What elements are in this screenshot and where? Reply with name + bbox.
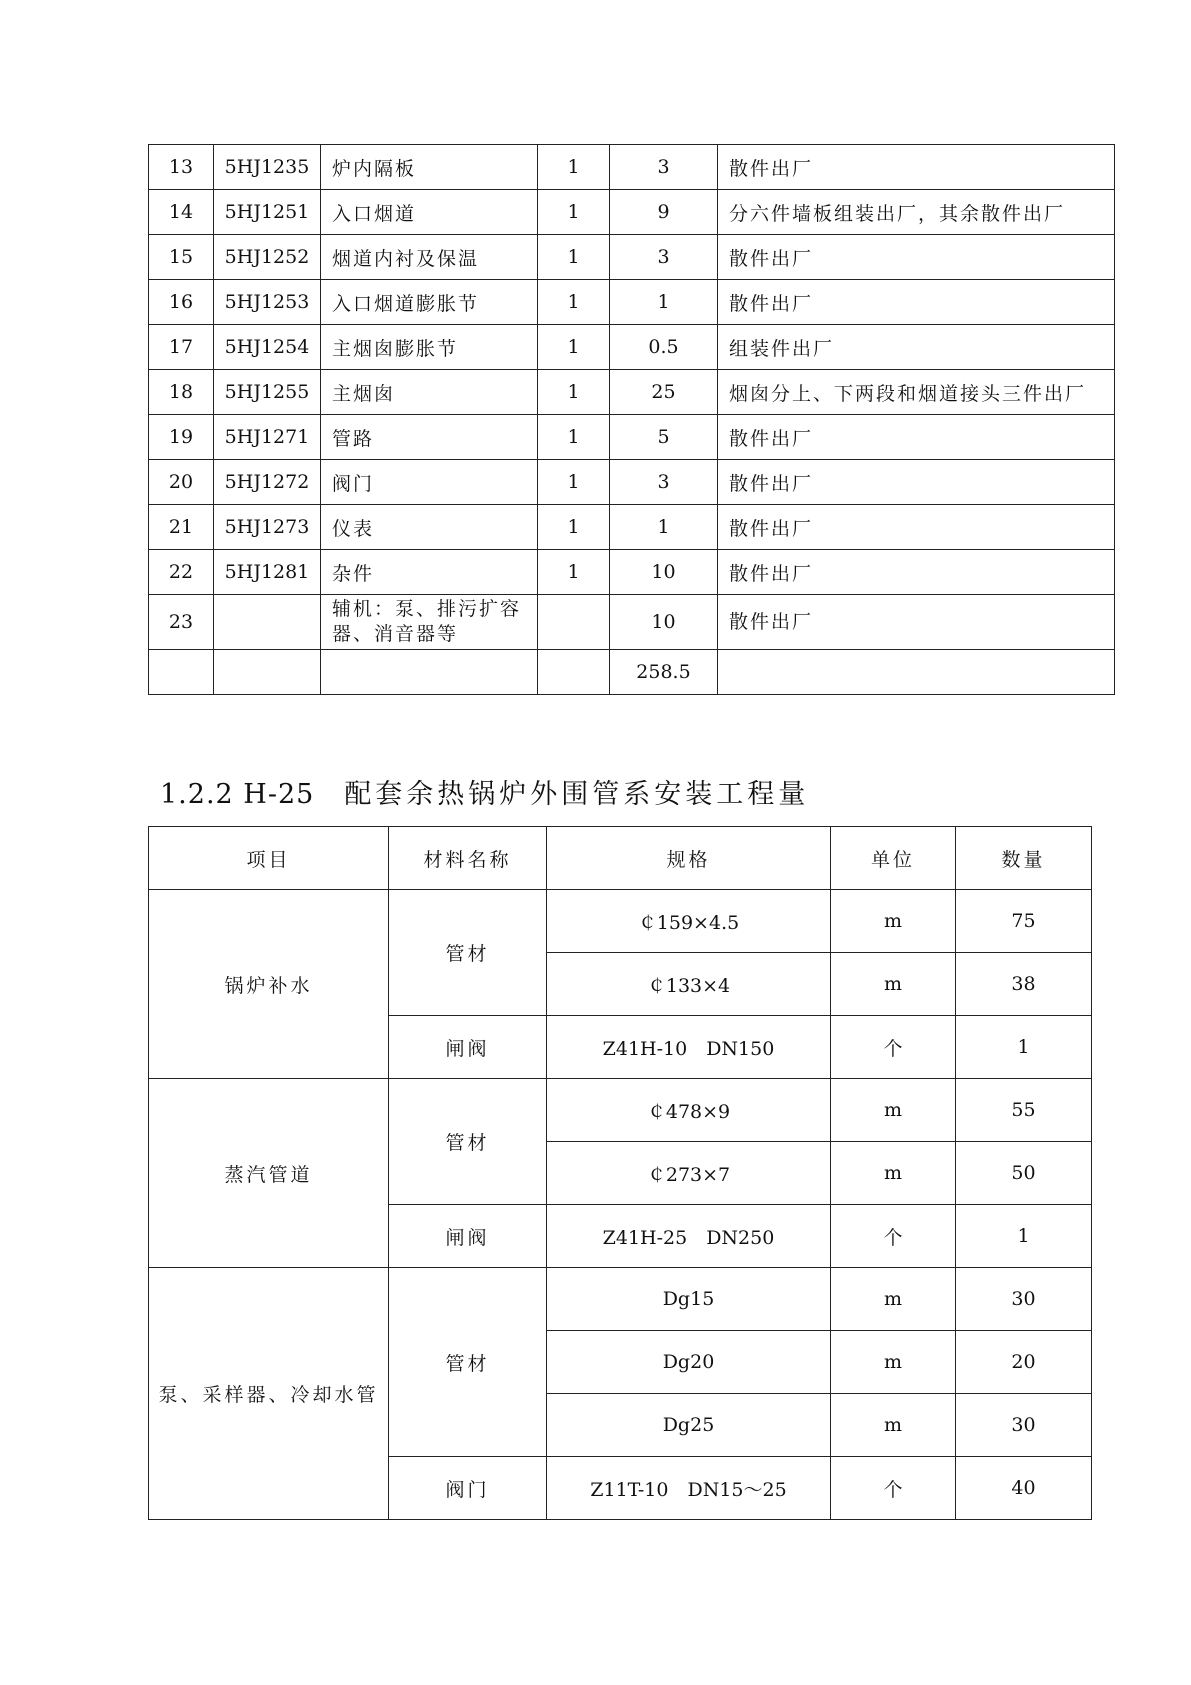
part-name: 烟道内衬及保温 bbox=[321, 235, 538, 280]
part-name: 入口烟道膨胀节 bbox=[321, 280, 538, 325]
material-name: 闸阀 bbox=[389, 1016, 547, 1079]
part-name: 管路 bbox=[321, 415, 538, 460]
quantity: 38 bbox=[956, 953, 1092, 1016]
shipping-note: 分六件墙板组装出厂，其余散件出厂 bbox=[718, 190, 1115, 235]
table-row bbox=[149, 595, 1115, 650]
empty-cell bbox=[149, 650, 214, 695]
shipping-note: 散件出厂 bbox=[718, 415, 1115, 460]
spec: Dg20 bbox=[547, 1331, 831, 1394]
table-row bbox=[149, 415, 1115, 460]
part-weight: 10 bbox=[610, 595, 718, 650]
empty-cell bbox=[718, 650, 1115, 695]
part-weight: 5 bbox=[610, 415, 718, 460]
part-code: 5HJ1251 bbox=[214, 190, 321, 235]
part-weight: 0.5 bbox=[610, 325, 718, 370]
quantity: 20 bbox=[956, 1331, 1092, 1394]
unit: m bbox=[831, 1142, 956, 1205]
item-name: 泵、采样器、冷却水管 bbox=[149, 1268, 389, 1520]
spec: ￠159×4.5 bbox=[547, 890, 831, 953]
spec: Z11T-10 DN15～25 bbox=[547, 1457, 831, 1520]
spec: Dg15 bbox=[547, 1268, 831, 1331]
unit: m bbox=[831, 890, 956, 953]
part-qty: 1 bbox=[538, 235, 610, 280]
table-row bbox=[149, 145, 1115, 190]
quantity: 50 bbox=[956, 1142, 1092, 1205]
part-qty: 1 bbox=[538, 550, 610, 595]
table-row bbox=[149, 235, 1115, 280]
section-heading bbox=[160, 772, 809, 811]
shipping-note: 散件出厂 bbox=[718, 235, 1115, 280]
part-code: 5HJ1253 bbox=[214, 280, 321, 325]
material-name: 管材 bbox=[389, 1079, 547, 1205]
material-name: 管材 bbox=[389, 890, 547, 1016]
part-weight: 25 bbox=[610, 370, 718, 415]
quantity: 55 bbox=[956, 1079, 1092, 1142]
table-row bbox=[149, 325, 1115, 370]
piping-quantity-table bbox=[148, 826, 1092, 1520]
header-item: 项目 bbox=[149, 827, 389, 890]
part-weight: 1 bbox=[610, 505, 718, 550]
shipping-note: 散件出厂 bbox=[718, 460, 1115, 505]
unit: m bbox=[831, 1394, 956, 1457]
row-number: 22 bbox=[149, 550, 214, 595]
section-code: 1.2.2 H-25 bbox=[160, 779, 315, 810]
spec: Z41H-25 DN250 bbox=[547, 1205, 831, 1268]
quantity: 1 bbox=[956, 1016, 1092, 1079]
part-name: 阀门 bbox=[321, 460, 538, 505]
table-row bbox=[149, 505, 1115, 550]
part-name: 仪表 bbox=[321, 505, 538, 550]
part-name-line-1: 辅机：泵、排污扩容 bbox=[332, 598, 522, 620]
part-weight: 3 bbox=[610, 235, 718, 280]
part-code: 5HJ1235 bbox=[214, 145, 321, 190]
quantity: 30 bbox=[956, 1268, 1092, 1331]
row-number: 15 bbox=[149, 235, 214, 280]
part-code: 5HJ1281 bbox=[214, 550, 321, 595]
part-code: 5HJ1271 bbox=[214, 415, 321, 460]
part-code: 5HJ1252 bbox=[214, 235, 321, 280]
spec: Z41H-10 DN150 bbox=[547, 1016, 831, 1079]
section-title: 配套余热锅炉外围管系安装工程量 bbox=[344, 779, 810, 810]
shipping-note: 散件出厂 bbox=[718, 280, 1115, 325]
empty-cell bbox=[321, 650, 538, 695]
part-weight: 9 bbox=[610, 190, 718, 235]
part-qty bbox=[538, 595, 610, 650]
shipping-note: 散件出厂 bbox=[718, 145, 1115, 190]
row-number: 23 bbox=[149, 595, 214, 650]
unit: m bbox=[831, 1079, 956, 1142]
total-row bbox=[149, 650, 1115, 695]
table-row bbox=[149, 890, 1092, 953]
header-unit: 单位 bbox=[831, 827, 956, 890]
part-weight: 3 bbox=[610, 145, 718, 190]
row-number: 20 bbox=[149, 460, 214, 505]
part-name: 主烟囱 bbox=[321, 370, 538, 415]
shipping-note: 组装件出厂 bbox=[718, 325, 1115, 370]
part-qty: 1 bbox=[538, 190, 610, 235]
table-row bbox=[149, 1079, 1092, 1142]
shipping-note: 散件出厂 bbox=[718, 595, 1115, 650]
material-name: 闸阀 bbox=[389, 1205, 547, 1268]
table-row bbox=[149, 280, 1115, 325]
header-spec: 规格 bbox=[547, 827, 831, 890]
header-qty: 数量 bbox=[956, 827, 1092, 890]
unit: m bbox=[831, 1331, 956, 1394]
part-name: 杂件 bbox=[321, 550, 538, 595]
row-number: 19 bbox=[149, 415, 214, 460]
row-number: 17 bbox=[149, 325, 214, 370]
empty-cell bbox=[538, 650, 610, 695]
material-name: 管材 bbox=[389, 1268, 547, 1457]
quantity: 1 bbox=[956, 1205, 1092, 1268]
spec: ￠133×4 bbox=[547, 953, 831, 1016]
material-name: 阀门 bbox=[389, 1457, 547, 1520]
table-row bbox=[149, 550, 1115, 595]
spec: Dg25 bbox=[547, 1394, 831, 1457]
header-material: 材料名称 bbox=[389, 827, 547, 890]
total-weight: 258.5 bbox=[610, 650, 718, 695]
empty-cell bbox=[214, 650, 321, 695]
row-number: 21 bbox=[149, 505, 214, 550]
quantity: 30 bbox=[956, 1394, 1092, 1457]
part-code: 5HJ1272 bbox=[214, 460, 321, 505]
row-number: 18 bbox=[149, 370, 214, 415]
table-row bbox=[149, 370, 1115, 415]
table-row bbox=[149, 1268, 1092, 1331]
part-qty: 1 bbox=[538, 415, 610, 460]
part-qty: 1 bbox=[538, 460, 610, 505]
unit: m bbox=[831, 1268, 956, 1331]
unit: m bbox=[831, 953, 956, 1016]
part-code: 5HJ1254 bbox=[214, 325, 321, 370]
spec: ￠273×7 bbox=[547, 1142, 831, 1205]
part-code bbox=[214, 595, 321, 650]
part-qty: 1 bbox=[538, 505, 610, 550]
part-qty: 1 bbox=[538, 145, 610, 190]
part-qty: 1 bbox=[538, 370, 610, 415]
part-weight: 10 bbox=[610, 550, 718, 595]
quantity: 40 bbox=[956, 1457, 1092, 1520]
spec: ￠478×9 bbox=[547, 1079, 831, 1142]
row-number: 14 bbox=[149, 190, 214, 235]
shipping-note: 烟囱分上、下两段和烟道接头三件出厂 bbox=[718, 370, 1115, 415]
table-row bbox=[149, 190, 1115, 235]
part-name: 入口烟道 bbox=[321, 190, 538, 235]
part-name bbox=[321, 595, 538, 650]
part-name: 炉内隔板 bbox=[321, 145, 538, 190]
part-weight: 1 bbox=[610, 280, 718, 325]
unit: 个 bbox=[831, 1205, 956, 1268]
part-code: 5HJ1273 bbox=[214, 505, 321, 550]
item-name: 锅炉补水 bbox=[149, 890, 389, 1079]
part-qty: 1 bbox=[538, 280, 610, 325]
part-code: 5HJ1255 bbox=[214, 370, 321, 415]
row-number: 16 bbox=[149, 280, 214, 325]
part-name: 主烟囱膨胀节 bbox=[321, 325, 538, 370]
header-row bbox=[149, 827, 1092, 890]
unit: 个 bbox=[831, 1016, 956, 1079]
item-name: 蒸汽管道 bbox=[149, 1079, 389, 1268]
quantity: 75 bbox=[956, 890, 1092, 953]
unit: 个 bbox=[831, 1457, 956, 1520]
table-row bbox=[149, 460, 1115, 505]
part-weight: 3 bbox=[610, 460, 718, 505]
shipping-note: 散件出厂 bbox=[718, 505, 1115, 550]
row-number: 13 bbox=[149, 145, 214, 190]
shipping-note: 散件出厂 bbox=[718, 550, 1115, 595]
equipment-shipping-table bbox=[148, 144, 1115, 695]
part-name-line-2: 器、消音器等 bbox=[332, 623, 459, 645]
part-qty: 1 bbox=[538, 325, 610, 370]
